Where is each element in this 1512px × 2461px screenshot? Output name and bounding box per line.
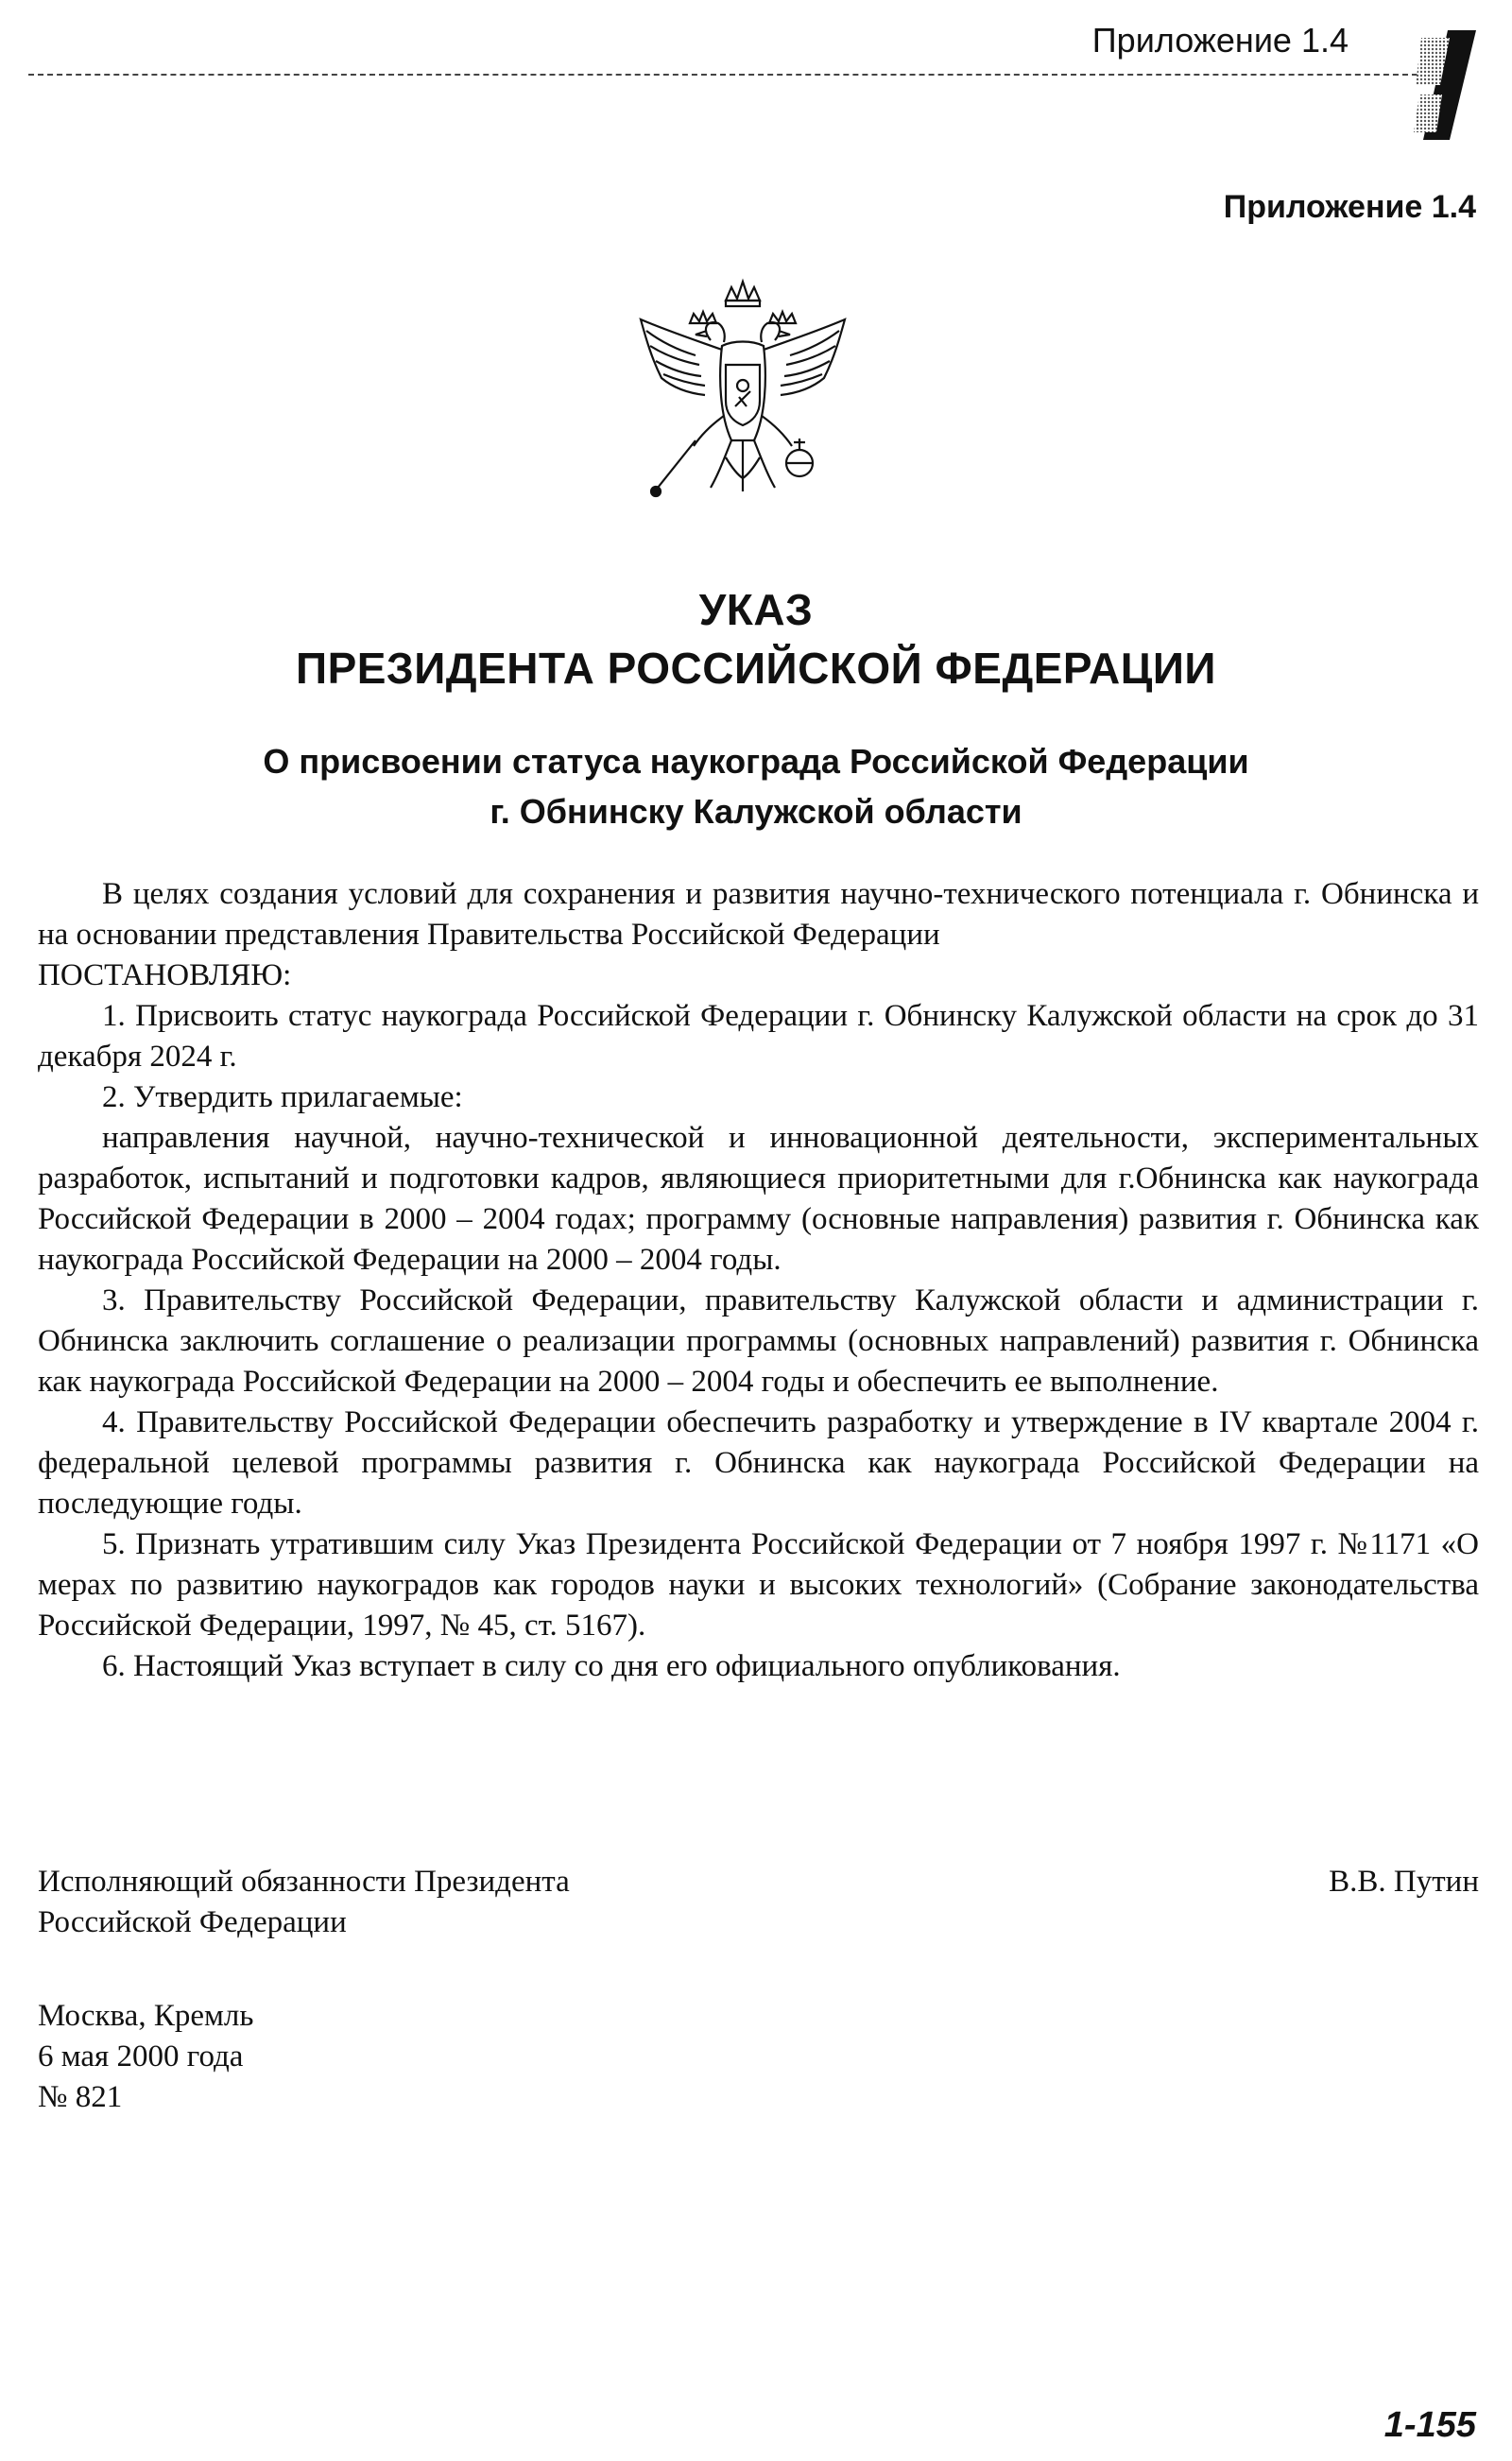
decree-item-4: 4. Правительству Российской Федерации обеспечить разработку и утверждение в IV квартале 2004 г. федеральной целевой программы развития г. Обнинска как наукограда Российской Федерации на последующие годы. — [38, 1405, 1479, 1521]
signatory-name: В.В. Путин — [1329, 1865, 1479, 1899]
decree-item-2: 2. Утвердить прилагаемые: — [102, 1080, 463, 1114]
header-rule — [28, 74, 1418, 76]
signatory-position-line1: Исполняющий обязанности Президента — [38, 1865, 570, 1899]
signing-place: Москва, Кремль — [38, 1999, 254, 2033]
russian-coat-of-arms-icon — [620, 274, 866, 520]
page-number: 1-155 — [1383, 2405, 1476, 2445]
decree-item-3: 3. Правительству Российской Федерации, правительству Калужской области и администрации г. Обнинска заключить соглашение о реализации программы (основных направлений) развития г. Обнинска как наукограда Российской Федерации на 2000 – 2004 годы и обеспечить ее выполнение. — [38, 1283, 1479, 1399]
running-header — [0, 0, 1512, 142]
appendix-label: Приложение 1.4 — [1223, 189, 1476, 225]
signatory-position-line2: Российской Федерации — [38, 1905, 347, 1939]
preamble-paragraph: В целях создания условий для сохранения и развития научно-технического потенциала г. Обнинска и на основании представления Правительства Российской Федерации — [38, 877, 1479, 952]
running-header-title: Приложение 1.4 — [1091, 21, 1349, 60]
decree-title: УКАЗ — [698, 585, 814, 634]
signing-date: 6 мая 2000 года — [38, 2039, 244, 2074]
decree-item-2-details: направления научной, научно-технической и инновационной деятельности, экспериментальных разработок, испытаний и подготовки кадров, являющиеся приоритетными для г.Обнинска как наукограда Российской Федерации в 2000 – 2004 годах; программу (основные направления) развития г. Обнинска как наукограда Российской Федерации на 2000 – 2004 годы. — [38, 1121, 1479, 1277]
decree-body — [38, 874, 1479, 1687]
section-mark-icon — [1412, 28, 1478, 142]
decree-word: ПОСТАНОВЛЯЮ: — [38, 958, 292, 992]
decree-item-6: 6. Настоящий Указ вступает в силу со дня его официального опубликования. — [102, 1649, 1121, 1683]
decree-number: № 821 — [38, 2080, 123, 2114]
decree-item-5: 5. Признать утратившим силу Указ Президента Российской Федерации от 7 ноября 1997 г. №1171 «О мерах по развитию наукоградов как городов науки и высоких технологий» (Собрание законодательства Российской Федерации, 1997, № 45, ст. 5167). — [38, 1527, 1479, 1643]
decree-subject-line2: г. Обнинску Калужской области — [490, 792, 1022, 831]
place-and-date — [38, 1996, 253, 2118]
decree-issuer: ПРЕЗИДЕНТА РОССИЙСКОЙ ФЕДЕРАЦИИ — [296, 644, 1216, 693]
signatory-position — [38, 1862, 570, 1943]
decree-subject-line1: О присвоении статуса наукограда Российской Федерации — [263, 742, 1249, 781]
decree-item-1: 1. Присвоить статус наукограда Российской Федерации г. Обнинску Калужской области на срок до 31 декабря 2024 г. — [38, 999, 1479, 1074]
